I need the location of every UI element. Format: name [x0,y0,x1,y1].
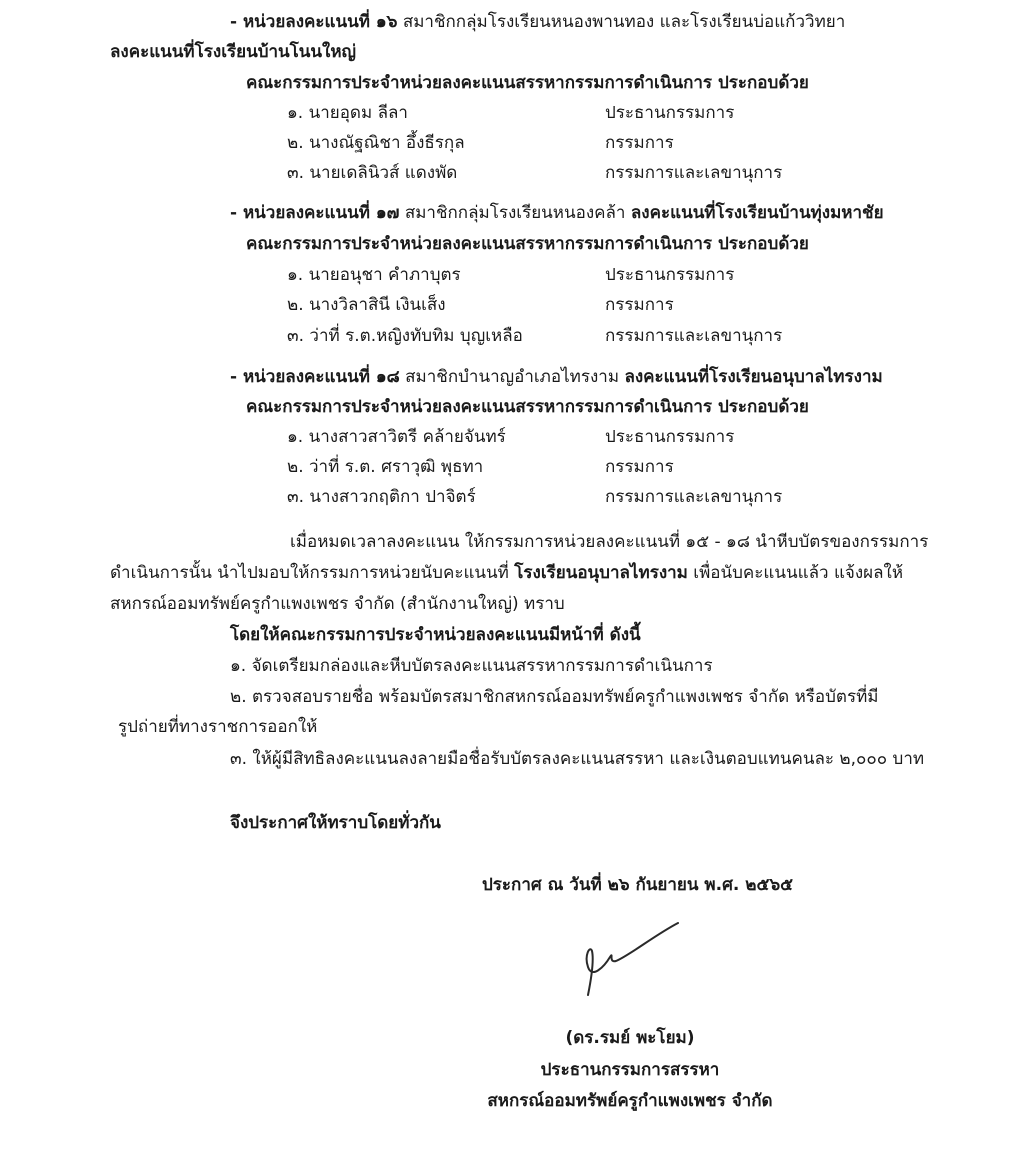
unit-16-committee-heading: คณะกรรมการประจำหน่วยลงคะแนนสรรหากรรมการดำเนินการ ประกอบด้วย [246,73,809,93]
duty-item-2-continued: รูปถ่ายที่ทางราชการออกให้ [118,717,318,737]
announcement-date: ประกาศ ณ วันที่ ๒๖ กันยายน พ.ศ. ๒๕๖๕ [482,875,793,895]
unit-16-location: ลงคะแนนที่โรงเรียนบ้านโนนใหญ่ [110,42,357,62]
duties-heading: โดยให้คณะกรรมการประจำหน่วยลงคะแนนมีหน้าที่ ดังนี้ [230,625,641,645]
paragraph-line-2: ดำเนินการนั้น นำไปมอบให้กรรมการหน่วยนับคะแนนที่ โรงเรียนอนุบาลไทรงาม เพื่อนับคะแนนแล้ว แจ้งผลให้ [110,563,904,583]
unit-18-heading: - หน่วยลงคะแนนที่ ๑๘ สมาชิกบำนาญอำเภอไทรงาม ลงคะแนนที่โรงเรียนอนุบาลไทรงาม [230,367,883,387]
unit-17-heading: - หน่วยลงคะแนนที่ ๑๗ สมาชิกกลุ่มโรงเรียนหนองคล้า ลงคะแนนที่โรงเรียนบ้านทุ่งมหาชัย [230,203,884,223]
unit-17-member-row: ๓. ว่าที่ ร.ต.หญิงทับทิม บุญเหลือ กรรมการและเลขานุการ [287,326,783,346]
unit-18-member-row: ๑. นางสาวสาวิตรี คล้ายจันทร์ ประธานกรรมการ [287,427,735,447]
unit-16-member-row: ๓. นายเดลินิวส์ แดงพัด กรรมการและเลขานุการ [287,163,783,183]
unit-16-member-row: ๑. นายอุดม ลีลา ประธานกรรมการ [287,103,735,123]
paragraph-line-1: เมื่อหมดเวลาลงคะแนน ให้กรรมการหน่วยลงคะแนนที่ ๑๕ - ๑๘ นำหีบบัตรของกรรมการ [290,532,929,552]
paragraph-line-3: สหกรณ์ออมทรัพย์ครูกำแพงเพชร จำกัด (สำนักงานใหญ่) ทราบ [110,594,565,614]
unit-18-member-row: ๓. นางสาวกฤติกา ปาจิตร์ กรรมการและเลขานุการ [287,487,783,507]
unit-17-member-row: ๑. นายอนุชา คำภาบุตร ประธานกรรมการ [287,265,735,285]
unit-16-member-row: ๒. นางณัฐณิชา อึ้งธีรกุล กรรมการ [287,133,674,153]
unit-17-committee-heading: คณะกรรมการประจำหน่วยลงคะแนนสรรหากรรมการดำเนินการ ประกอบด้วย [246,234,809,254]
duty-item-1: ๑. จัดเตรียมกล่องและหีบบัตรลงคะแนนสรรหากรรมการดำเนินการ [230,656,713,676]
unit-16-heading: - หน่วยลงคะแนนที่ ๑๖ สมาชิกกลุ่มโรงเรียนหนองพานทอง และโรงเรียนบ่อแก้ววิทยา [230,12,846,32]
signer-title: ประธานกรรมการสรรหา [540,1060,720,1080]
signer-organization: สหกรณ์ออมทรัพย์ครูกำแพงเพชร จำกัด [487,1091,773,1111]
unit-17-member-row: ๒. นางวิลาสินี เงินเส็ง กรรมการ [287,295,674,315]
unit-18-member-row: ๒. ว่าที่ ร.ต. ศราวุฒิ พุธทา กรรมการ [287,457,674,477]
duty-item-3: ๓. ให้ผู้มีสิทธิลงคะแนนลงลายมือชื่อรับบัตรลงคะแนนสรรหา และเงินตอบแทนคนละ ๒,๐๐๐ บาท [230,749,925,769]
unit-18-committee-heading: คณะกรรมการประจำหน่วยลงคะแนนสรรหากรรมการดำเนินการ ประกอบด้วย [246,397,809,417]
duty-item-2: ๒. ตรวจสอบรายชื่อ พร้อมบัตรสมาชิกสหกรณ์ออมทรัพย์ครูกำแพงเพชร จำกัด หรือบัตรที่มี [230,687,879,707]
closing-statement: จึงประกาศให้ทราบโดยทั่วกัน [230,813,441,833]
signature-image [570,915,690,1005]
signer-name: (ดร.รมย์ พะโยม) [565,1028,695,1048]
